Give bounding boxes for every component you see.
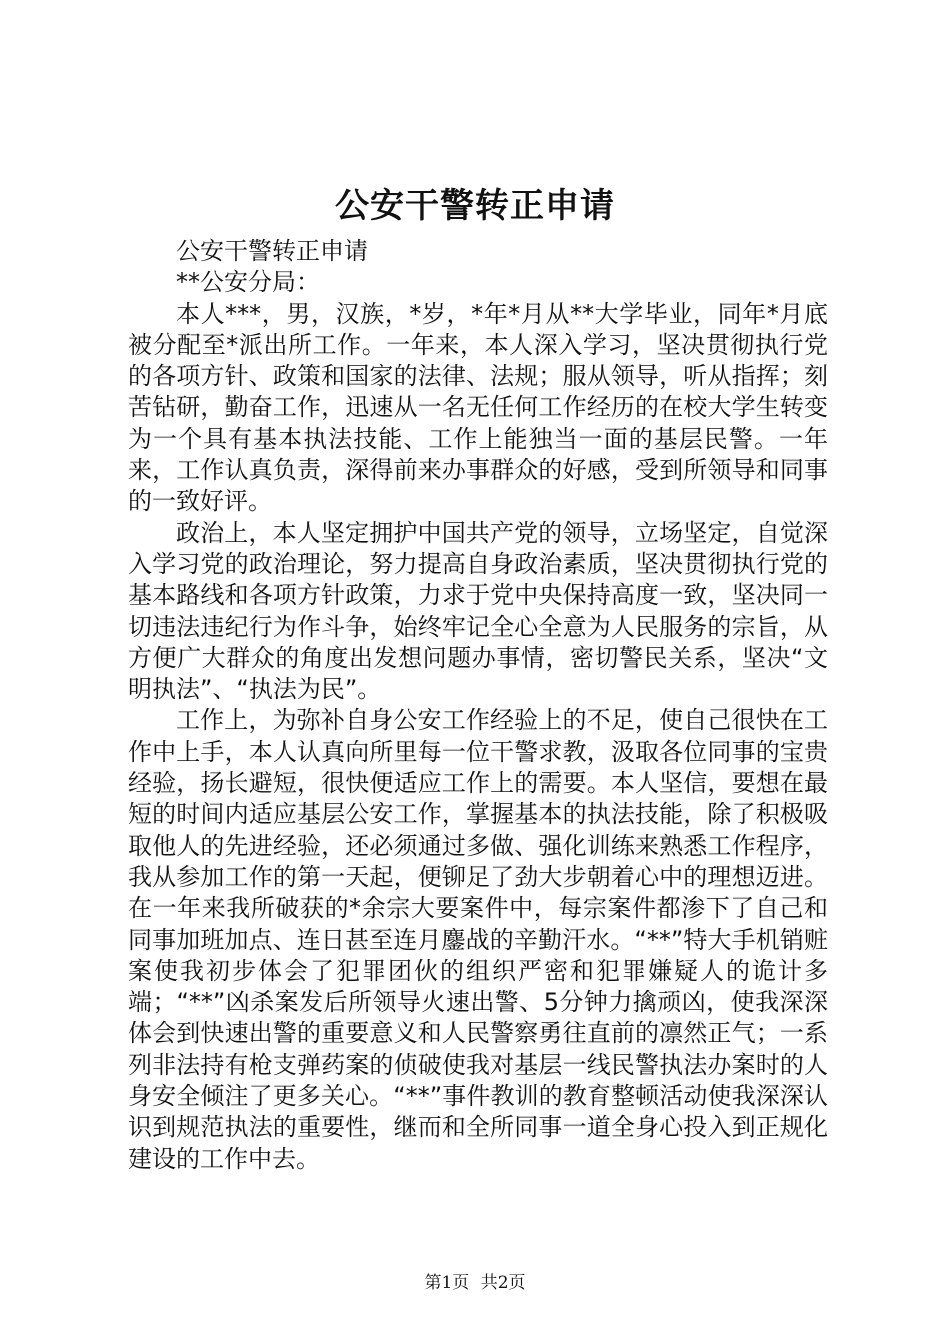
page-total: 共2页 — [480, 1273, 526, 1293]
paragraph-work: 工作上，为弥补自身公安工作经验上的不足，使自己很快在工作中上手，本人认真向所里每一位干警求教，汲取各位同事的宝贵经验，扬长避短，很快便适应工作上的需要。本人坚信，要想在最短的时间内适应基层公安工作，掌握基本的执法技能，除了积极吸取他人的先进经验，还必须通过多做、强化训练来熟悉工作程序，我从参加工作的第一天起，便铆足了劲大步朝着心中的理想迈进。在一年来我所破获的*余宗大要案件中，每宗案件都渗下了自己和同事加班加点、连日甚至连月鏖战的辛勤汗水。“**”特大手机销赃案使我初步体会了犯罪团伙的组织严密和犯罪嫌疑人的诡计多端；“**”凶杀案发后所领导火速出警、5分钟力擒顽凶，使我深深体会到快速出警的重要意义和人民警察勇往直前的凛然正气；一系列非法持有枪支弹药案的侦破使我对基层一线民警执法办案时的人身安全倾注了更多关心。“**”事件教训的教育整顿活动使我深深认识到规范执法的重要性，继而和全所同事一道全身心投入到正规化建设的工作中去。 — [128, 706, 828, 1173]
page-footer — [0, 1272, 950, 1294]
document-subtitle: 公安干警转正申请 — [176, 237, 368, 265]
paragraph-politics: 政治上，本人坚定拥护中国共产党的领导，立场坚定，自觉深入学习党的政治理论，努力提高自身政治素质，坚决贯彻执行党的基本路线和各项方针政策，力求于党中央保持高度一致，坚决同一切违法违纪行为作斗争，始终牢记全心全意为人民服务的宗旨，从方便广大群众的角度出发想问题办事情，密切警民关系，坚决“文明执法”、“执法为民”。 — [128, 518, 828, 704]
salutation: **公安分局： — [176, 268, 320, 297]
paragraph-intro: 本人***，男，汉族，*岁，*年*月从**大学毕业，同年*月底被分配至*派出所工作。一年来，本人深入学习，坚决贯彻执行党的各项方针、政策和国家的法律、法规；服从领导，听从指挥；刻苦钻研，勤奋工作，迅速从一名无任何工作经历的在校大学生转变为一个具有基本执法技能、工作上能独当一面的基层民警。一年来，工作认真负责，深得前来办事群众的好感，受到所领导和同事的一致好评。 — [128, 299, 828, 516]
document-body — [128, 236, 828, 1175]
page-number: 第1页 — [424, 1273, 470, 1293]
document-title: 公安干警转正申请 — [335, 186, 615, 226]
